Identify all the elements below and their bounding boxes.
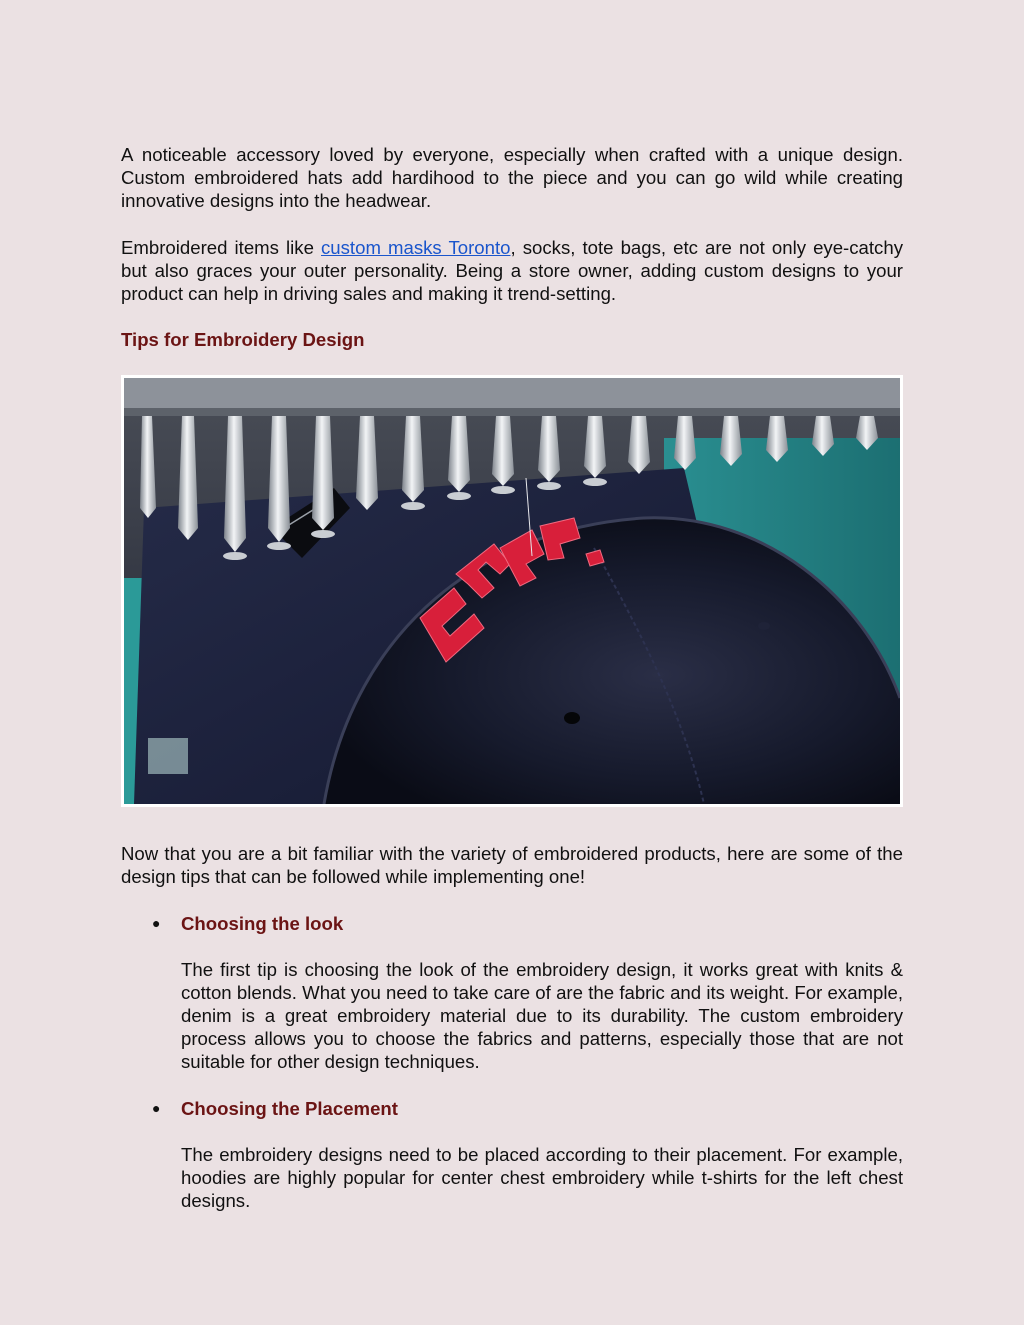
bullet-icon: ● <box>152 914 161 931</box>
list-item <box>121 912 903 1074</box>
intro-paragraph-2 <box>121 236 903 306</box>
embroidery-machine-cap-image <box>124 378 900 804</box>
tip-heading-placement: Choosing the Placement <box>181 1097 398 1119</box>
section-heading: Tips for Embroidery Design <box>121 329 365 351</box>
intro-paragraph-1: A noticeable accessory loved by everyone, especially when crafted with a unique design. Custom embroidered hats add hardihood to the piece and you can go wild while creating innovative designs into the headwear. <box>121 144 903 212</box>
tips-list <box>121 912 903 1213</box>
tip-heading-look: Choosing the look <box>181 912 344 934</box>
custom-masks-toronto-link[interactable]: custom masks Toronto <box>321 236 511 258</box>
tip-body-look: The first tip is choosing the look of the embroidery design, it works great with knits & cotton blends. What you need to take care of are the fabric and its weight. For example, denim is a great embroidery material due to its durability. The custom embroidery process allows you to choose the fabrics and patterns, especially those that are not suitable for other design techniques. <box>181 958 903 1073</box>
after-photo-paragraph: Now that you are a bit familiar with the variety of embroidered products, here are some of the design tips that can be followed while implementing one! <box>121 843 903 888</box>
intro-p2-text-after: , socks, tote bags, etc are not only eye-catchy but also graces your outer personality. Being a store owner, adding custom designs to your product can help in driving sales and making it trend-setting. <box>121 236 903 305</box>
tip-body-placement: The embroidery designs need to be placed according to their placement. For example, hoodies are highly popular for center chest embroidery while t-shirts for the left chest designs. <box>181 1143 903 1212</box>
embroidery-photo <box>121 375 903 807</box>
document-body <box>121 143 903 1235</box>
intro-p2-text-before: Embroidered items like <box>121 236 321 258</box>
list-item <box>121 1097 903 1213</box>
bullet-icon: ● <box>152 1099 161 1116</box>
